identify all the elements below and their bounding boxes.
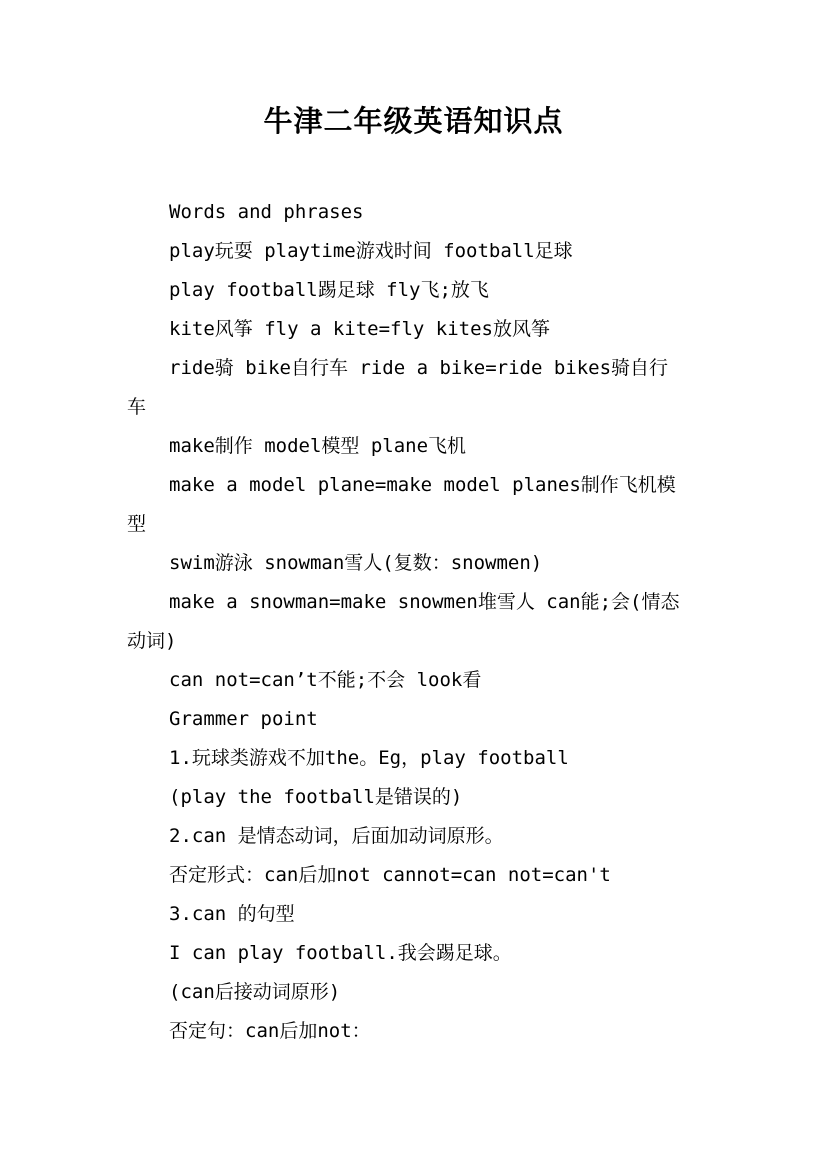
- text-line: Words and phrases: [169, 201, 364, 223]
- text-line: 否定句：can后加not：: [169, 1020, 371, 1042]
- text-line: 2.can 是情态动词，后面加动词原形。: [169, 825, 504, 847]
- text-line: (play the football是错误的): [169, 786, 463, 808]
- text-line: make a model plane=make model planes制作飞机模: [169, 474, 676, 496]
- text-line: make制作 model模型 plane飞机: [169, 435, 467, 457]
- text-line: kite风筝 fly a kite=fly kites放风筝: [169, 318, 550, 340]
- text-line: 型: [127, 513, 147, 535]
- text-line: Grammer point: [169, 708, 318, 730]
- text-line: 动词): [127, 630, 177, 652]
- document-body: [127, 193, 707, 1051]
- text-line: play football踢足球 fly飞;放飞: [169, 279, 489, 301]
- text-line: 否定形式：can后加not cannot=can not=can't: [169, 864, 611, 886]
- text-line: 1.玩球类游戏不加the。Eg，play football: [169, 747, 569, 769]
- text-line: 车: [127, 396, 147, 418]
- text-line: (can后接动词原形): [169, 981, 341, 1003]
- text-line: make a snowman=make snowmen堆雪人 can能;会(情态: [169, 591, 680, 613]
- text-line: ride骑 bike自行车 ride a bike=ride bikes骑自行: [169, 357, 669, 379]
- text-line: 3.can 的句型: [169, 903, 295, 925]
- document-title: 牛津二年级英语知识点: [263, 104, 564, 138]
- text-line: swim游泳 snowman雪人(复数：snowmen): [169, 552, 543, 574]
- text-line: play玩耍 playtime游戏时间 football足球: [169, 240, 573, 262]
- text-line: can not=can’t不能;不会 look看: [169, 669, 482, 691]
- text-line: I can play football.我会踢足球。: [169, 942, 512, 964]
